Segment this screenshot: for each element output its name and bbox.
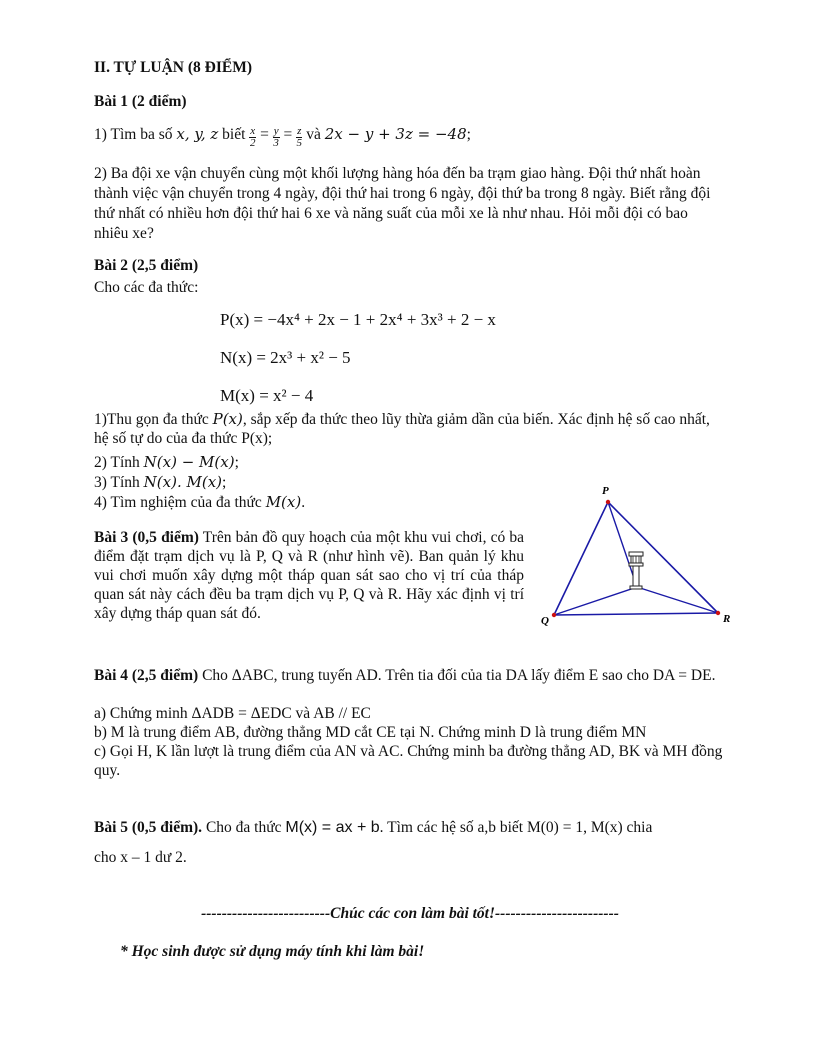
bai1-heading: Bài 1 (2 điểm) — [94, 93, 187, 110]
bai5-expression: M(x) = ax + b — [285, 819, 380, 836]
bai1-q1-equation: 2x − y + 3z = −48 — [324, 125, 467, 143]
bai2-q2: 2) Tính N(x) − M(x); — [94, 453, 239, 471]
fraction-y-3: $\frac{y}{3}$ — [273, 125, 279, 149]
edge-pr — [608, 502, 718, 613]
bai1-q1-and: và — [302, 126, 325, 143]
point-q — [552, 613, 556, 617]
triangle-pqr-figure — [536, 482, 736, 632]
polynomial-M: M(x) = x² − 4 — [220, 386, 314, 405]
bai2-q1: 1)Thu gọn đa thức P(x), sắp xếp đa thức theo lũy thừa giảm dần của biến. Xác định hệ số cao nhất, hệ số tự do của đa thức P(x); — [94, 410, 710, 447]
bai2-q3: 3) Tính N(x). M(x); — [94, 473, 227, 491]
closing-message: -------------------------Chúc các con làm bài tốt!------------------------ — [201, 905, 619, 922]
bai1-q1-mid: biết — [218, 126, 250, 143]
edge-qr — [554, 613, 718, 615]
bai5-line2: cho x – 1 dư 2. — [94, 849, 187, 866]
bai4-a: a) Chứng minh ΔADB = ΔEDC và AB // EC — [94, 705, 371, 722]
line-q-tower — [554, 587, 637, 615]
label-r: R — [723, 613, 731, 625]
bai1-q1-prefix: 1) Tìm ba số — [94, 126, 177, 143]
bai3-heading: Bài 3 (0,5 điểm) — [94, 529, 199, 546]
label-q: Q — [541, 615, 549, 627]
point-r — [716, 611, 720, 615]
bai3-text: Bài 3 (0,5 điểm) Trên bản đồ quy hoạch của một khu vui chơi, có ba điểm đặt trạm dịch vụ là P, Q và R (như hình vẽ). Ban quản lý khu vui chơi muốn xây dựng một tháp quan sát sao cho vị trí của tháp quan sát này cách đều ba trạm dịch vụ P, Q và R. Hãy xác định vị trí xây dựng tháp quan sát đó. — [94, 529, 524, 622]
point-p — [606, 500, 610, 504]
calculator-note: * Học sinh được sử dụng máy tính khi làm bài! — [120, 943, 425, 960]
bai1-q2: 2) Ba đội xe vận chuyển cùng một khối lượng hàng hóa đến ba trạm giao hàng. Đội thứ nhất hoàn thành việc vận chuyển trong 4 ngày, đội thứ hai trong 6 ngày, đội thứ ba trong 8 ngày. Biết rằng đội thứ nhất có nhiều hơn đội thứ hai 6 xe và năng suất của mỗi xe là như nhau. Hỏi mỗi đội có bao nhiêu xe? — [94, 165, 711, 242]
label-p: P — [602, 485, 609, 497]
bai2-heading: Bài 2 (2,5 điểm) — [94, 257, 199, 274]
bai4-c: c) Gọi H, K lần lượt là trung điểm của AN và AC. Chứng minh ba đường thẳng AD, BK và MH đồng quy. — [94, 743, 723, 779]
bai4-intro: Bài 4 (2,5 điểm) Cho ΔABC, trung tuyến AD. Trên tia đối của tia DA lấy điểm E sao cho DA = DE. — [94, 667, 716, 684]
bai4-b: b) M là trung điểm AB, đường thẳng MD cắt CE tại N. Chứng minh D là trung điểm MN — [94, 724, 647, 741]
fraction-x-2: $\frac{x}{2}$ — [249, 125, 256, 149]
bai1-q1: 1) Tìm ba số x, y, z biết $\frac{x}{2}$ = $\frac{y}{3}$ = $\frac{z}{5}$ và 2x − y + 3z = −48; — [94, 125, 471, 149]
bai2-intro: Cho các đa thức: — [94, 279, 199, 296]
bai5-line1: Bài 5 (0,5 điểm). Cho đa thức M(x) = ax + b. Tìm các hệ số a,b biết M(0) = 1, M(x) chia — [94, 819, 653, 836]
bai4-heading: Bài 4 (2,5 điểm) — [94, 667, 199, 684]
bai5-heading: Bài 5 (0,5 điểm). — [94, 819, 203, 836]
polynomial-P: P(x) = −4x⁴ + 2x − 1 + 2x⁴ + 3x³ + 2 − x — [220, 310, 496, 329]
edge-pq — [554, 502, 608, 615]
fraction-z-5: $\frac{z}{5}$ — [296, 125, 302, 149]
bai2-q4: 4) Tìm nghiệm của đa thức M(x). — [94, 493, 306, 511]
polynomial-N: N(x) = 2x³ + x² − 5 — [220, 348, 351, 367]
section-title: II. TỰ LUẬN (8 ĐIỂM) — [94, 59, 253, 76]
bai1-q1-vars: x, y, z — [176, 125, 219, 143]
